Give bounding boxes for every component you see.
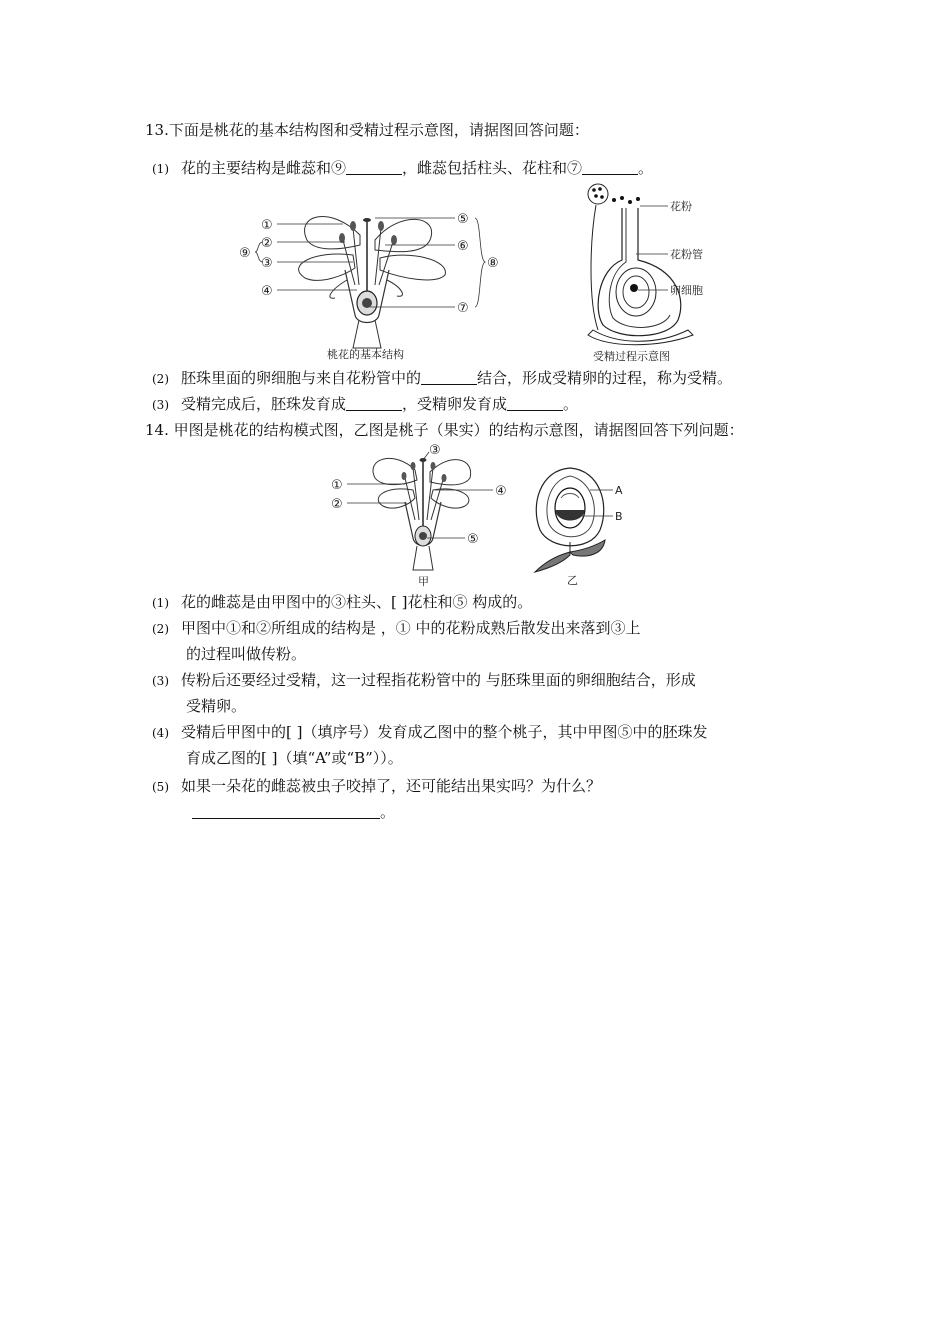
q14-part5-answer: 。 bbox=[192, 802, 395, 822]
q14-part1: (1) 花的雌蕊是由甲图中的③柱头、[ ]花柱和⑤ 构成的。 bbox=[152, 593, 533, 611]
peach-flower-figure bbox=[235, 200, 515, 365]
q14-part4: (4) 受精后甲图中的[ ]（填序号）发育成乙图中的整个桃子，其中甲图⑤中的胚珠发 bbox=[152, 723, 708, 741]
jia-label-5: ⑤ bbox=[467, 532, 479, 547]
q14-part4-cont: 育成乙图的[ ]（填“A”或“B”））。 bbox=[186, 749, 403, 767]
q14-part3-cont: 受精卵。 bbox=[186, 697, 247, 715]
fig1-label-8: ⑧ bbox=[487, 256, 499, 271]
blank-embryo[interactable] bbox=[507, 396, 563, 411]
q13-part2: (2) 胚珠里面的卵细胞与来自花粉管中的 结合，形成受精卵的过程，称为受精。 bbox=[152, 369, 733, 387]
fig1-caption: 桃花的基本结构 bbox=[327, 348, 404, 361]
blank-7[interactable] bbox=[582, 160, 638, 175]
fig1-label-4: ④ bbox=[261, 284, 273, 299]
blank-9[interactable] bbox=[346, 160, 402, 175]
q13-part1-num: (1) bbox=[152, 162, 169, 176]
fertilization-figure bbox=[578, 180, 728, 365]
fig1-label-1: ① bbox=[261, 218, 273, 233]
jia-label-2: ② bbox=[331, 497, 343, 512]
q14-title: 14. 甲图是桃花的结构模式图，乙图是桃子（果实）的结构示意图，请据图回答下列问题： bbox=[145, 421, 744, 439]
fig2-caption: 受精过程示意图 bbox=[593, 350, 670, 363]
blank-seed[interactable] bbox=[346, 396, 402, 411]
q14-part2-cont: 的过程叫做传粉。 bbox=[186, 645, 307, 663]
fig2-label-pollen: 花粉 bbox=[670, 200, 692, 213]
jia-label-1: ① bbox=[331, 478, 343, 493]
fig2-label-tube: 花粉管 bbox=[670, 248, 703, 261]
fig1-label-5: ⑤ bbox=[457, 212, 469, 227]
blank-sperm[interactable] bbox=[421, 370, 477, 385]
jia-caption: 甲 bbox=[418, 575, 429, 588]
q14-part2: (2) 甲图中①和②所组成的结构是 ，① 中的花粉成熟后散发出来落到③上 bbox=[152, 619, 641, 637]
fig2-label-egg: 卵细胞 bbox=[670, 284, 703, 297]
q14-part3: (3) 传粉后还要经过受精，这一过程指花粉管中的 与胚珠里面的卵细胞结合，形成 bbox=[152, 671, 696, 689]
q13-part3: (3) 受精完成后，胚珠发育成 ，受精卵发育成 。 bbox=[152, 395, 579, 413]
flower-figure-jia bbox=[325, 440, 515, 590]
fig1-label-6: ⑥ bbox=[457, 239, 469, 254]
yi-label-B: B bbox=[615, 510, 623, 523]
fig1-label-9: ⑨ bbox=[239, 246, 251, 261]
peach-fruit-figure-yi bbox=[525, 460, 635, 588]
jia-label-4: ④ bbox=[495, 484, 507, 499]
q13-part1: (1) 花的主要结构是雌蕊和⑨ ，雌蕊包括柱头、花柱和⑦ 。 bbox=[152, 159, 654, 177]
fig1-label-3: ③ bbox=[261, 256, 273, 271]
fig1-label-2: ② bbox=[261, 236, 273, 251]
yi-caption: 乙 bbox=[567, 574, 578, 587]
yi-label-A: A bbox=[615, 484, 623, 497]
q14-part5: (5) 如果一朵花的雌蕊被虫子咬掉了，还可能结出果实吗？为什么？ bbox=[152, 777, 602, 795]
fig1-label-7: ⑦ bbox=[457, 301, 469, 316]
q13-title: 13.下面是桃花的基本结构图和受精过程示意图，请据图回答问题： bbox=[145, 121, 589, 139]
jia-label-3: ③ bbox=[429, 443, 441, 458]
blank-answer-5[interactable] bbox=[192, 804, 380, 819]
